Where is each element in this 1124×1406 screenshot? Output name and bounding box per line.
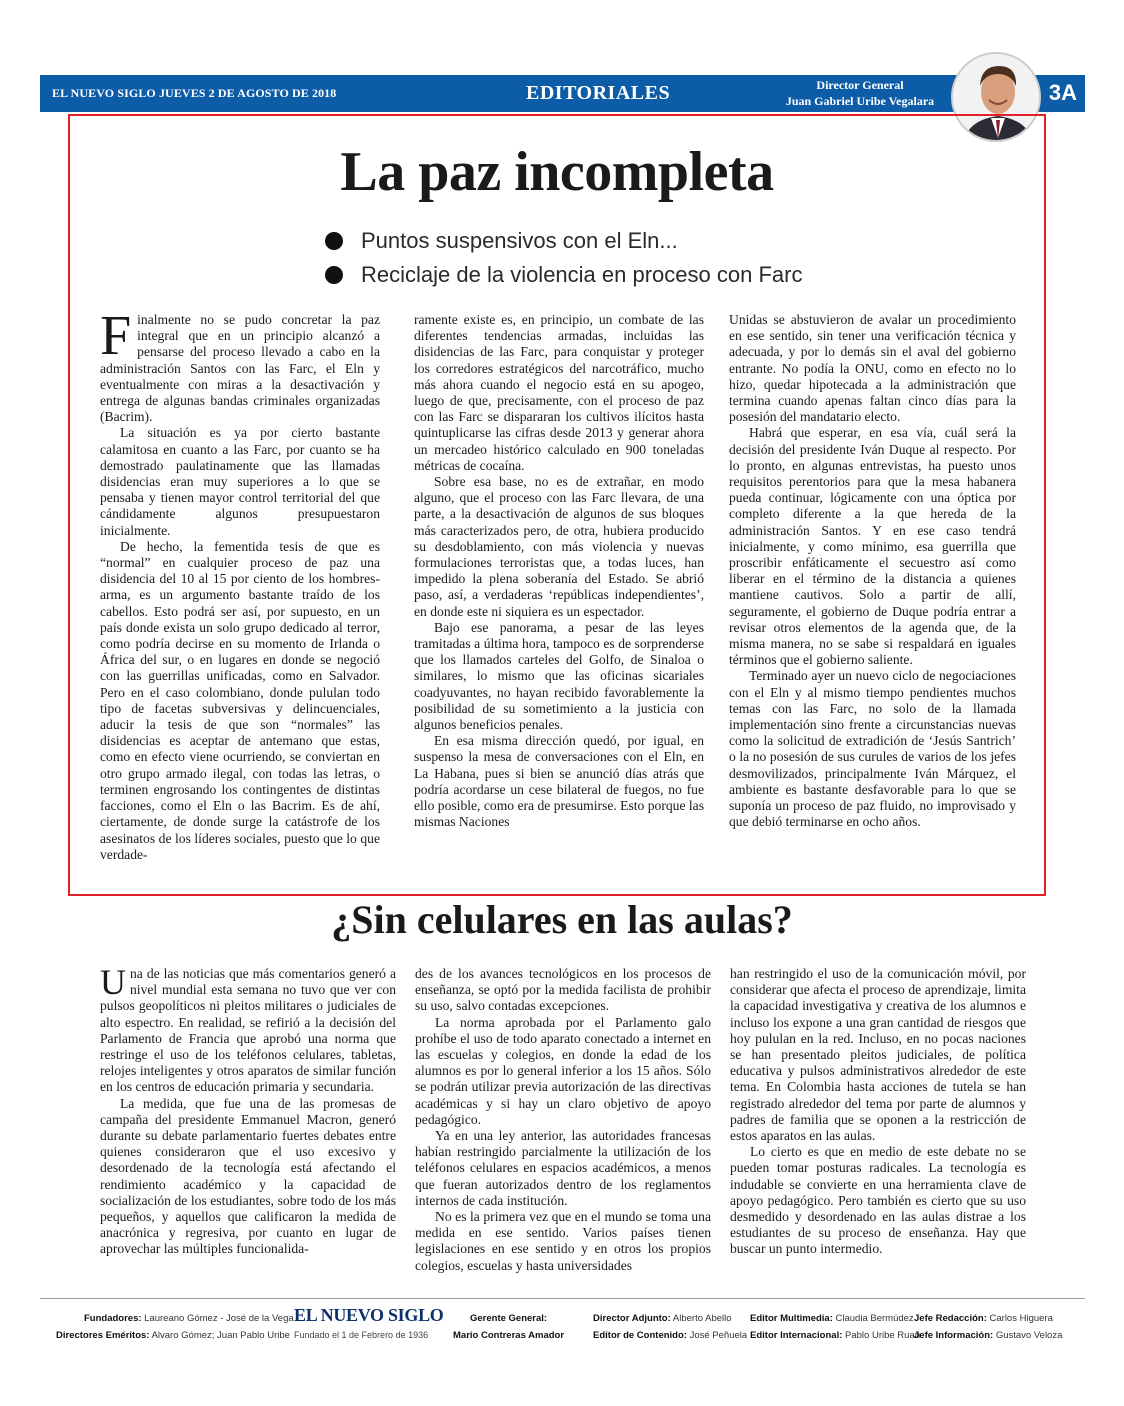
editorial2-column-3 xyxy=(730,966,1026,1258)
footer-multimedia xyxy=(750,1313,914,1324)
editorial1-headline: La paz incompleta xyxy=(340,141,774,203)
footer-adjunto xyxy=(593,1313,732,1324)
editorial2-headline: ¿Sin celulares en las aulas? xyxy=(331,897,793,942)
label: Director Adjunto: xyxy=(593,1313,671,1324)
bullet-icon xyxy=(325,266,343,284)
label: Editor Multimedia: xyxy=(750,1313,833,1324)
value: Gustavo Veloza xyxy=(995,1330,1063,1341)
footer-contenido xyxy=(593,1330,747,1341)
paragraph: De hecho, la fementida tesis de que es “normal” en cualquier proceso de paz una disidencia del 10 al 15 por ciento de los hombres-arma, es un argumento bastante traído de los cabellos. Esto podrá ser así, por supuesto, en un país donde exista un solo grupo dedicado al terror, como podría decirse en su momento de Irlanda o África del sur, o en lugares en donde se negoció con las guerrillas unificadas, como en Salvador. Pero en el caso colombiano, donde pululan todo tipo de facetas subversivas y delincuenciales, aducir la tesis de que son “normales” las disidencias es aceptar de antemano que estas, como en efecto viene ocurriendo, se conviertan en otro grupo armado ilegal, con todas las letras, o terminen engrosando los contingentes de distintas facciones, como el Eln o las Bacrim. Es de ahí, ciertamente, de donde surge la catástrofe de los asesinatos de los líderes sociales, puesto que lo que verdade- xyxy=(100,538,380,862)
footer-informacion xyxy=(914,1330,1062,1341)
bullet-icon xyxy=(325,232,343,250)
editorial2-column-2 xyxy=(415,966,711,1274)
paragraph: des de los avances tecnológicos en los procesos de enseñanza, se optó por la medida facilista de prohibir su uso, salvo contadas excepciones. xyxy=(415,966,711,1014)
drop-cap: F xyxy=(100,305,132,367)
paragraph: La norma aprobada por el Parlamento galo prohíbe el uso de todo aparato conectado a internet en las escuelas y colegios, en donde la edad de los alumnos es por lo general inferior a los 15 años. Sólo se podrán utilizar previa autorización de las directivas académicas y si hay un claro objetivo de apoyo pedagógico. xyxy=(415,1014,711,1127)
paragraph: No es la primera vez que en el mundo se toma una medida en ese sentido. Varios países tienen legislaciones en ese sentido y en otros los propios colegios, escuelas y hasta universidades xyxy=(415,1209,711,1273)
label: Jefe Redacción: xyxy=(914,1313,987,1324)
label: Editor Internacional: xyxy=(750,1330,843,1341)
page-number: 3A xyxy=(1048,80,1077,105)
label: Gerente General: xyxy=(470,1313,548,1324)
footer-gerente xyxy=(453,1330,564,1341)
footer-gerente-label xyxy=(470,1313,547,1324)
subhead-1-text: Puntos suspensivos con el Eln... xyxy=(361,228,678,253)
footer-rule xyxy=(40,1298,1085,1299)
paragraph: Ya en una ley anterior, las autoridades francesas habían restringido parcialmente la utilización de los teléfonos celulares en espacios académicos, a menos que fueran autorizados dentro de los reglamentos internos de cada institución. xyxy=(415,1128,711,1208)
newspaper-logo: EL NUEVO SIGLO xyxy=(294,1305,444,1325)
paragraph: Bajo ese panorama, a pesar de las leyes tramitadas a última hora, tampoco es de sorprenderse que los llamados carteles del Golfo, de Sinaloa o similares, lo mismo que las oficinas sicariales coadyuvantes, no hayan recibido favorablemente la posibilidad de su sometimiento a la justicia con algunos beneficios penales. xyxy=(414,619,704,733)
value: Alvaro Gómez; Juan Pablo Uribe xyxy=(151,1330,290,1341)
value: Claudia Bermúdez xyxy=(835,1313,914,1324)
footer-fundadores xyxy=(84,1313,294,1324)
paragraph: En esa misma dirección quedó, por igual, en suspenso la mesa de conversaciones con el Eln, en La Habana, pues si bien se anunció días atrás que podría acordarse un cese bilateral de fuegos, no fue ello posible, como era de presumirse. Esto porque las mismas Naciones xyxy=(414,733,704,830)
subhead-1 xyxy=(325,224,802,258)
paragraph: La medida, que fue una de las promesas de campaña del presidente Emmanuel Macron, generó durante su debate parlamentario fuertes debates entre quienes consideraron que el uso excesivo y desordenado de la tecnología está afectando el rendimiento académico y la capacidad de socialización de los estudiantes, sobre todo de los más pequeños, y aquellos que calificaron la medida de anacrónica y regresiva, por cuanto en lugar de aprovechar las múltiples funcionalida- xyxy=(100,1095,396,1257)
label: Directores Eméritos: xyxy=(56,1330,150,1341)
subhead-2 xyxy=(325,258,802,292)
editorial1-column-1 xyxy=(100,305,380,863)
value: Laureano Gómez - José de la Vega xyxy=(144,1313,294,1324)
label: Jefe Información: xyxy=(914,1330,994,1341)
paragraph: na de las noticias que más comentarios generó a nivel mundial esta semana no tuvo que ver con pulsos geopolíticos ni pleitos militares o judiciales de alto espectro. En realidad, se refirió a la decisión del Parlamento de Francia que aprobó una norma que restringe el uso de los teléfonos celulares, tabletas, relojes inteligentes y otros aparatos de similar función en los centros de educación primaria y secundaria. xyxy=(100,966,396,1095)
paragraph: La situación es ya por cierto bastante calamitosa en cuanto a las Farc, por cuanto se ha demostrado paulatinamente que las llamadas disidencias eran muy superiores a lo que se pensaba y tienen mayor control territorial del que cándidamente algunos presupuestaron inicialmente. xyxy=(100,425,380,538)
value: Carlos Higuera xyxy=(989,1313,1053,1324)
editorial1-column-2 xyxy=(414,312,704,831)
director-title: Director General xyxy=(816,78,904,92)
editorial1-column-3 xyxy=(729,312,1016,831)
director-block xyxy=(740,77,980,109)
paragraph: Terminado ayer un nuevo ciclo de negociaciones con el Eln y al mismo tiempo pendientes muchos temas con las Farc, no solo de la llamada implementación sino frente a circunstancias nuevas como la solicitud de extradición de ‘Jesús Santrich’ o la no posesión de sus curules de varios de los jefes desmovilizados, principalmente Iván Márquez, el ambiente es bastante desfavorable para lo que se suponía un proceso de paz fluido, no improvisado y que debió terminarse en ocho años. xyxy=(729,668,1016,830)
footer-internacional xyxy=(750,1330,920,1341)
value: José Peñuela xyxy=(689,1330,748,1341)
paragraph: Unidas se abstuvieron de avalar un procedimiento en ese sentido, sin tener una verificación técnica y adecuada, y por lo demás sin el aval del gobierno entrante. No podía la ONU, como en efecto no lo hizo, quedar hipotecada a la administración que termina cuando apenas faltan cinco días para la posesión del mandatario electo. xyxy=(729,312,1016,425)
label: Editor de Contenido: xyxy=(593,1330,687,1341)
section-title: EDITORIALES xyxy=(526,82,671,104)
value: Alberto Abello xyxy=(672,1313,732,1324)
paragraph: ramente existe es, en principio, un combate de las diferentes tendencias armadas, incluidas las disidencias de las Farc, para conquistar y proteger los corredores estratégicos del narcotráfico, mucho más ahora cuando el negocio está en su apogeo, luego de que, precisamente, con el proceso de paz con las Farc se dispararan los cultivos ilícitos hasta quintuplicarse las cifras desde 2013 y generar ahora un mercadeo histórico calculado en 900 toneladas métricas de cocaína. xyxy=(414,312,704,473)
director-name: Juan Gabriel Uribe Vegalara xyxy=(785,94,935,108)
value: Pablo Uribe Ruan xyxy=(845,1330,921,1341)
paragraph: han restringido el uso de la comunicación móvil, por considerar que afecta el proceso de aprendizaje, limita la capacidad investigativa y creativa de los alumnos e incluso los expone a una gran cantidad de riesgos que hoy pululan en la red. Incluso, en no pocas naciones se han presentado pleitos judiciales, de política educativa y pulsos administrativos alrededor de este tema. En Colombia hasta acciones de tutela se han registrado alrededor del tema por parte de alumnos y padres de familia que se oponen a la restricción de estos aparatos en las aulas. xyxy=(730,966,1026,1144)
value: Mario Contreras Amador xyxy=(453,1330,565,1341)
paragraph: Lo cierto es que en medio de este debate no se pueden tomar posturas radicales. La tecnología es indudable se convierte en una herramienta clave de apoyo pedagógico. Pero también es cierto que su uso desmedido y desordenado en las aulas distrae a los estudiantes de su proceso de enseñanza. Hay que buscar un punto intermedio. xyxy=(730,1144,1026,1257)
editorial2-column-1 xyxy=(100,962,396,1258)
paragraph: inalmente no se pudo concretar la paz integral que en un principio alcanzó a pensarse del proceso llevado a cabo en la administración Santos con las Farc, el Eln y eventualmente con miras a la desactivación y entrega de algunas bandas criminales organizadas (Bacrim). xyxy=(100,312,380,425)
label: Fundadores: xyxy=(84,1313,142,1324)
paragraph: Sobre esa base, no es de extrañar, en modo alguno, que el proceso con las Farc llevara, de una parte, a la desactivación de algunos de sus bloques más caracterizados pero, de otra, hubiera producido su desdoblamiento, con más violencia y nuevas formulaciones terroristas que, a todas luces, han impedido la plena soberanía del Estado. Se abrió paso, así, a verdaderas ‘repúblicas independientes’, en donde este ni siquiera es un espectador. xyxy=(414,474,704,619)
footer-emeritos xyxy=(56,1330,290,1341)
header-bar xyxy=(40,75,1085,112)
subhead-2-text: Reciclaje de la violencia en proceso con Farc xyxy=(361,262,803,287)
paragraph: Habrá que esperar, en esa vía, cuál será la decisión del presidente Iván Duque al respecto. Por lo pronto, en algunas entrevistas, ha puesto unos requisitos perentorios para que la mesa habanera pueda continuar, lógicamente con una óptica por completo diferente a la que hereda de la administración Santos. Y en ese caso tendrá inicialmente, y como mínimo, esa guerrilla que proscribir enfáticamente el secuestro así como liberar en el término de la distancia a quienes mantiene cautivos. Solo a partir de allí, seguramente, el gobierno de Duque podría entrar a revisar otros elementos de la agenda que, de la misma manera, no se sabe si respaldará en iguales términos que el gobierno saliente. xyxy=(729,425,1016,668)
founded-date: Fundado el 1 de Febrero de 1936 xyxy=(294,1330,429,1340)
footer-redaccion xyxy=(914,1313,1053,1324)
drop-cap: U xyxy=(100,962,126,1002)
editorial1-subheads xyxy=(325,224,802,292)
paper-date: EL NUEVO SIGLO JUEVES 2 DE AGOSTO DE 2018 xyxy=(52,86,337,100)
